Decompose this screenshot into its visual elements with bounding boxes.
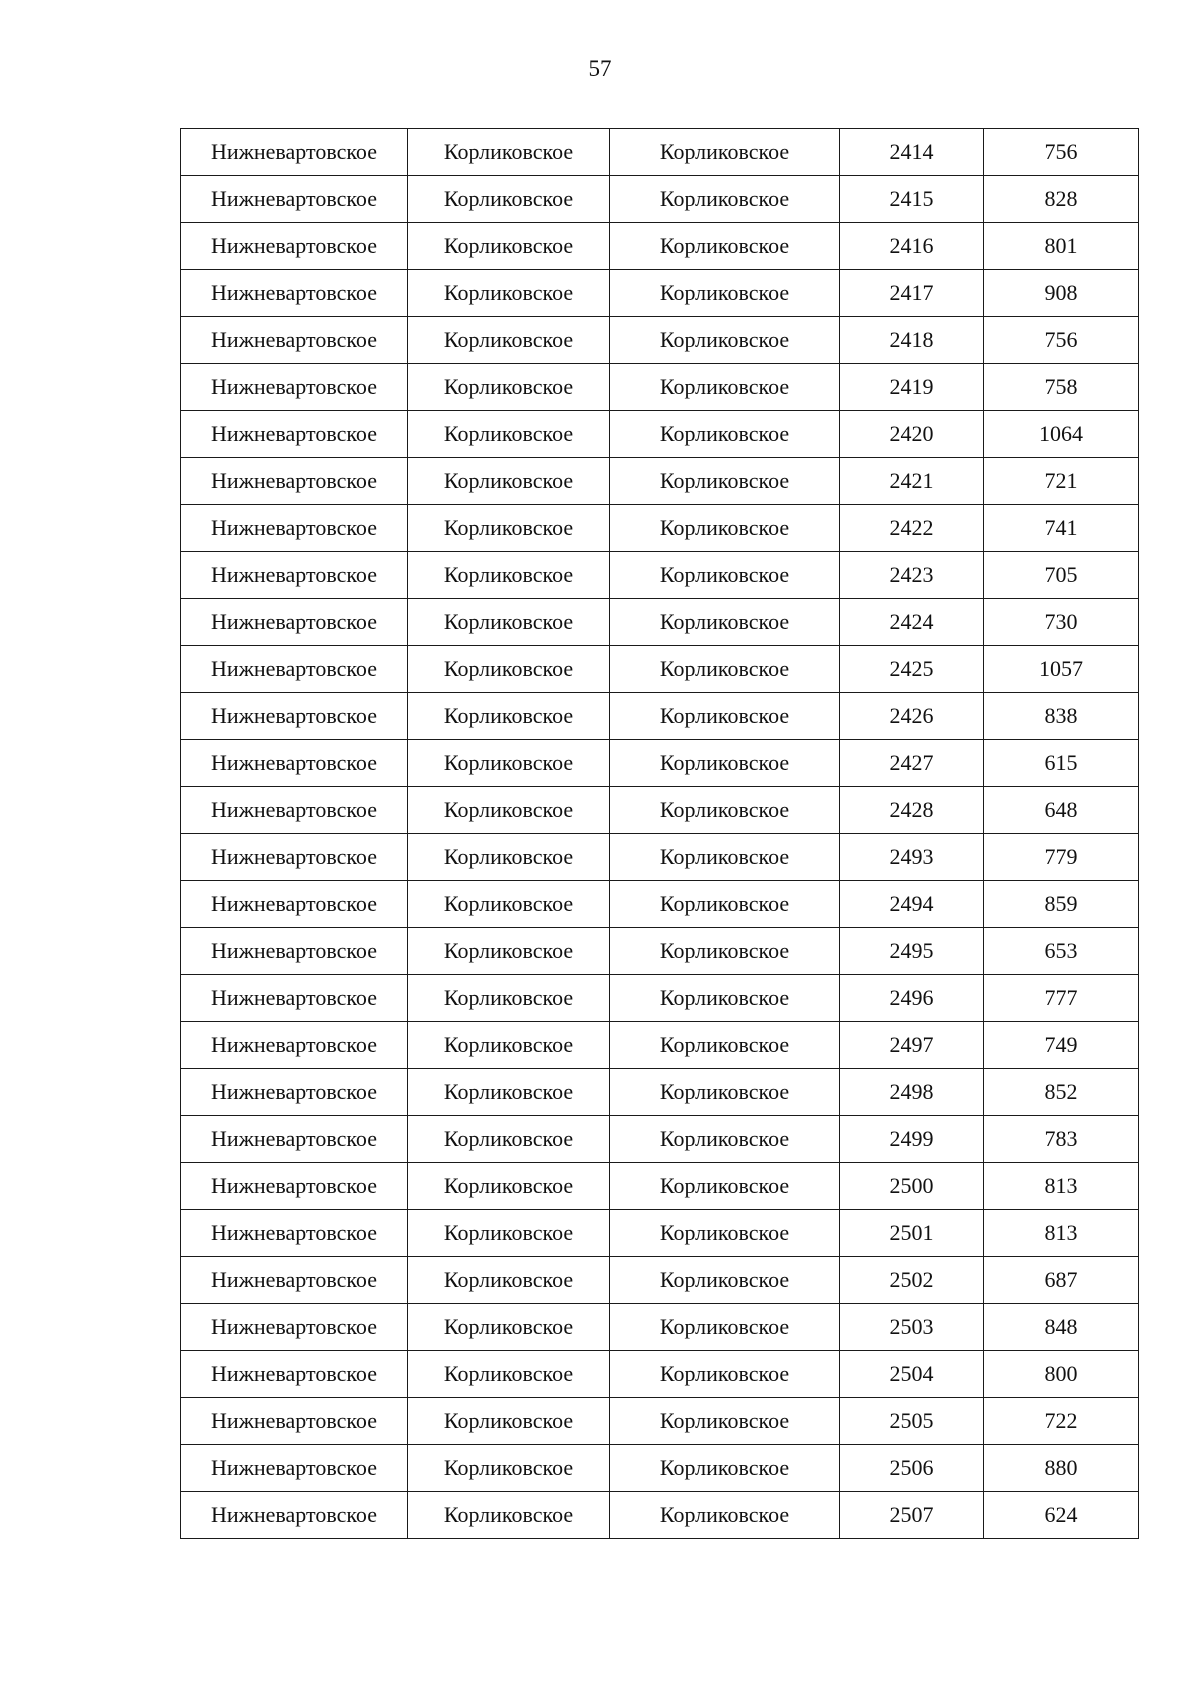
deposit-cell: Корликовское <box>610 646 840 693</box>
deposit-cell: Корликовское <box>610 1351 840 1398</box>
district-cell: Нижневартовское <box>181 740 408 787</box>
district-cell: Нижневартовское <box>181 834 408 881</box>
value-cell: 1064 <box>984 411 1139 458</box>
site-number-cell: 2423 <box>840 552 984 599</box>
table-row <box>181 364 1139 411</box>
deposit-cell: Корликовское <box>610 928 840 975</box>
value-cell: 741 <box>984 505 1139 552</box>
field-cell: Корликовское <box>408 881 610 928</box>
value-cell: 813 <box>984 1163 1139 1210</box>
table-row <box>181 176 1139 223</box>
district-cell: Нижневартовское <box>181 1445 408 1492</box>
deposit-cell: Корликовское <box>610 1398 840 1445</box>
field-cell: Корликовское <box>408 1445 610 1492</box>
table-row <box>181 1022 1139 1069</box>
page-number: 57 <box>588 56 612 81</box>
table-row <box>181 599 1139 646</box>
field-cell: Корликовское <box>408 1351 610 1398</box>
value-cell: 1057 <box>984 646 1139 693</box>
deposit-cell: Корликовское <box>610 317 840 364</box>
table-row <box>181 834 1139 881</box>
deposit-cell: Корликовское <box>610 505 840 552</box>
site-number-cell: 2498 <box>840 1069 984 1116</box>
field-cell: Корликовское <box>408 317 610 364</box>
field-cell: Корликовское <box>408 787 610 834</box>
district-cell: Нижневартовское <box>181 1022 408 1069</box>
deposit-cell: Корликовское <box>610 1116 840 1163</box>
field-cell: Корликовское <box>408 411 610 458</box>
value-cell: 783 <box>984 1116 1139 1163</box>
district-cell: Нижневартовское <box>181 1116 408 1163</box>
district-cell: Нижневартовское <box>181 270 408 317</box>
value-cell: 730 <box>984 599 1139 646</box>
value-cell: 722 <box>984 1398 1139 1445</box>
district-cell: Нижневартовское <box>181 364 408 411</box>
site-number-cell: 2417 <box>840 270 984 317</box>
district-cell: Нижневартовское <box>181 1069 408 1116</box>
site-number-cell: 2493 <box>840 834 984 881</box>
field-cell: Корликовское <box>408 1022 610 1069</box>
deposit-cell: Корликовское <box>610 223 840 270</box>
field-cell: Корликовское <box>408 458 610 505</box>
site-number-cell: 2502 <box>840 1257 984 1304</box>
field-cell: Корликовское <box>408 740 610 787</box>
deposit-cell: Корликовское <box>610 834 840 881</box>
value-cell: 859 <box>984 881 1139 928</box>
value-cell: 828 <box>984 176 1139 223</box>
deposit-cell: Корликовское <box>610 599 840 646</box>
value-cell: 648 <box>984 787 1139 834</box>
field-cell: Корликовское <box>408 176 610 223</box>
district-cell: Нижневартовское <box>181 1210 408 1257</box>
district-cell: Нижневартовское <box>181 881 408 928</box>
value-cell: 615 <box>984 740 1139 787</box>
site-number-cell: 2506 <box>840 1445 984 1492</box>
table-body <box>181 129 1139 1539</box>
deposit-cell: Корликовское <box>610 693 840 740</box>
site-number-cell: 2500 <box>840 1163 984 1210</box>
value-cell: 653 <box>984 928 1139 975</box>
deposit-cell: Корликовское <box>610 458 840 505</box>
district-cell: Нижневартовское <box>181 1492 408 1539</box>
field-cell: Корликовское <box>408 1069 610 1116</box>
deposit-cell: Корликовское <box>610 740 840 787</box>
district-cell: Нижневартовское <box>181 317 408 364</box>
site-number-cell: 2497 <box>840 1022 984 1069</box>
site-number-cell: 2427 <box>840 740 984 787</box>
table-row <box>181 928 1139 975</box>
district-cell: Нижневартовское <box>181 599 408 646</box>
deposit-cell: Корликовское <box>610 552 840 599</box>
field-cell: Корликовское <box>408 1257 610 1304</box>
site-number-cell: 2425 <box>840 646 984 693</box>
value-cell: 908 <box>984 270 1139 317</box>
site-number-cell: 2416 <box>840 223 984 270</box>
table-row <box>181 881 1139 928</box>
site-number-cell: 2426 <box>840 693 984 740</box>
value-cell: 838 <box>984 693 1139 740</box>
district-cell: Нижневартовское <box>181 505 408 552</box>
value-cell: 624 <box>984 1492 1139 1539</box>
field-cell: Корликовское <box>408 1398 610 1445</box>
district-cell: Нижневартовское <box>181 176 408 223</box>
table-row <box>181 317 1139 364</box>
table-row <box>181 1257 1139 1304</box>
field-cell: Корликовское <box>408 552 610 599</box>
field-cell: Корликовское <box>408 975 610 1022</box>
value-cell: 777 <box>984 975 1139 1022</box>
field-cell: Корликовское <box>408 1163 610 1210</box>
district-cell: Нижневартовское <box>181 411 408 458</box>
site-number-cell: 2494 <box>840 881 984 928</box>
site-number-cell: 2505 <box>840 1398 984 1445</box>
deposit-cell: Корликовское <box>610 1163 840 1210</box>
deposit-cell: Корликовское <box>610 129 840 176</box>
table-row <box>181 129 1139 176</box>
deposit-cell: Корликовское <box>610 1492 840 1539</box>
table-row <box>181 1304 1139 1351</box>
field-cell: Корликовское <box>408 223 610 270</box>
deposit-cell: Корликовское <box>610 1069 840 1116</box>
site-number-cell: 2428 <box>840 787 984 834</box>
table-row <box>181 975 1139 1022</box>
value-cell: 758 <box>984 364 1139 411</box>
deposit-cell: Корликовское <box>610 176 840 223</box>
value-cell: 756 <box>984 317 1139 364</box>
value-cell: 721 <box>984 458 1139 505</box>
value-cell: 749 <box>984 1022 1139 1069</box>
value-cell: 756 <box>984 129 1139 176</box>
site-number-cell: 2495 <box>840 928 984 975</box>
table-row <box>181 646 1139 693</box>
table-container <box>180 128 1138 1539</box>
deposit-cell: Корликовское <box>610 364 840 411</box>
value-cell: 687 <box>984 1257 1139 1304</box>
deposit-cell: Корликовское <box>610 270 840 317</box>
table-row <box>181 458 1139 505</box>
table-row <box>181 505 1139 552</box>
district-cell: Нижневартовское <box>181 129 408 176</box>
field-cell: Корликовское <box>408 505 610 552</box>
value-cell: 880 <box>984 1445 1139 1492</box>
field-cell: Корликовское <box>408 1210 610 1257</box>
district-cell: Нижневартовское <box>181 646 408 693</box>
district-cell: Нижневартовское <box>181 458 408 505</box>
deposit-cell: Корликовское <box>610 1445 840 1492</box>
table-row <box>181 1069 1139 1116</box>
site-number-cell: 2503 <box>840 1304 984 1351</box>
table-row <box>181 1445 1139 1492</box>
field-cell: Корликовское <box>408 599 610 646</box>
field-cell: Корликовское <box>408 1116 610 1163</box>
district-cell: Нижневартовское <box>181 552 408 599</box>
field-cell: Корликовское <box>408 270 610 317</box>
deposit-cell: Корликовское <box>610 1304 840 1351</box>
table-row <box>181 787 1139 834</box>
deposit-cell: Корликовское <box>610 787 840 834</box>
deposit-cell: Корликовское <box>610 881 840 928</box>
district-cell: Нижневартовское <box>181 223 408 270</box>
table-row <box>181 223 1139 270</box>
value-cell: 852 <box>984 1069 1139 1116</box>
table-row <box>181 1163 1139 1210</box>
deposit-cell: Корликовское <box>610 411 840 458</box>
table-row <box>181 1351 1139 1398</box>
field-cell: Корликовское <box>408 834 610 881</box>
site-number-cell: 2424 <box>840 599 984 646</box>
district-cell: Нижневартовское <box>181 693 408 740</box>
value-cell: 800 <box>984 1351 1139 1398</box>
district-cell: Нижневартовское <box>181 975 408 1022</box>
site-number-cell: 2421 <box>840 458 984 505</box>
site-number-cell: 2415 <box>840 176 984 223</box>
field-cell: Корликовское <box>408 1304 610 1351</box>
data-table <box>180 128 1139 1539</box>
value-cell: 705 <box>984 552 1139 599</box>
site-number-cell: 2422 <box>840 505 984 552</box>
table-row <box>181 270 1139 317</box>
table-row <box>181 411 1139 458</box>
site-number-cell: 2496 <box>840 975 984 1022</box>
site-number-cell: 2418 <box>840 317 984 364</box>
field-cell: Корликовское <box>408 646 610 693</box>
deposit-cell: Корликовское <box>610 1022 840 1069</box>
table-row <box>181 1398 1139 1445</box>
value-cell: 813 <box>984 1210 1139 1257</box>
value-cell: 848 <box>984 1304 1139 1351</box>
deposit-cell: Корликовское <box>610 975 840 1022</box>
field-cell: Корликовское <box>408 364 610 411</box>
table-row <box>181 740 1139 787</box>
field-cell: Корликовское <box>408 1492 610 1539</box>
district-cell: Нижневартовское <box>181 1398 408 1445</box>
site-number-cell: 2419 <box>840 364 984 411</box>
field-cell: Корликовское <box>408 693 610 740</box>
table-row <box>181 693 1139 740</box>
site-number-cell: 2499 <box>840 1116 984 1163</box>
deposit-cell: Корликовское <box>610 1257 840 1304</box>
district-cell: Нижневартовское <box>181 1257 408 1304</box>
site-number-cell: 2414 <box>840 129 984 176</box>
site-number-cell: 2501 <box>840 1210 984 1257</box>
district-cell: Нижневартовское <box>181 928 408 975</box>
field-cell: Корликовское <box>408 129 610 176</box>
value-cell: 801 <box>984 223 1139 270</box>
district-cell: Нижневартовское <box>181 1351 408 1398</box>
district-cell: Нижневартовское <box>181 1304 408 1351</box>
table-row <box>181 1492 1139 1539</box>
field-cell: Корликовское <box>408 928 610 975</box>
table-row <box>181 1210 1139 1257</box>
district-cell: Нижневартовское <box>181 1163 408 1210</box>
district-cell: Нижневартовское <box>181 787 408 834</box>
deposit-cell: Корликовское <box>610 1210 840 1257</box>
value-cell: 779 <box>984 834 1139 881</box>
table-row <box>181 1116 1139 1163</box>
table-row <box>181 552 1139 599</box>
site-number-cell: 2507 <box>840 1492 984 1539</box>
site-number-cell: 2420 <box>840 411 984 458</box>
site-number-cell: 2504 <box>840 1351 984 1398</box>
